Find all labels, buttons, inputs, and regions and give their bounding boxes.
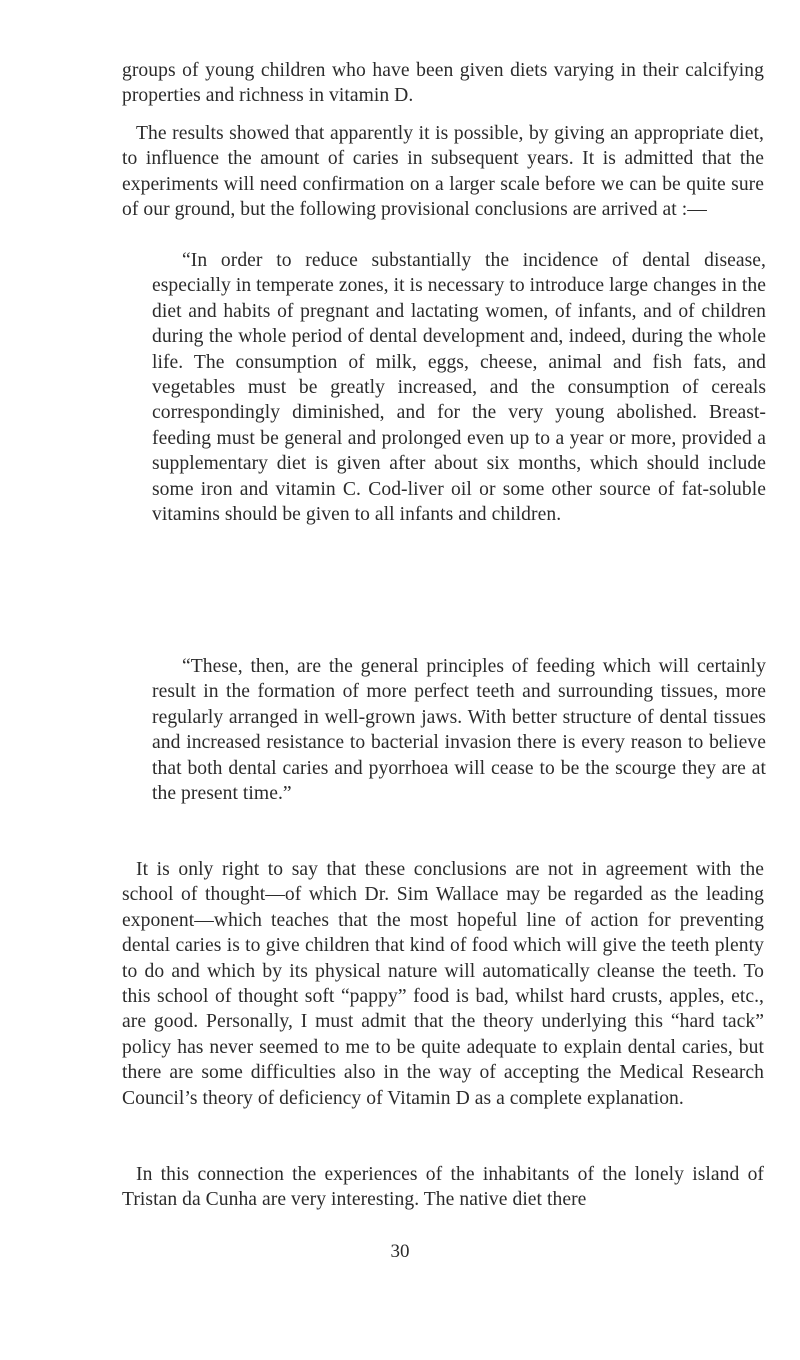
paragraph-tristan-da-cunha: In this connection the experiences of the inhabitants of the lonely island of Tristan da Cunha are very interesting. The native diet there xyxy=(122,1164,764,1211)
paragraph-continued: groups of young children who have been given diets varying in their calcifying properties and richness in vitamin D. xyxy=(122,60,764,107)
paragraph-school-of-thought: It is only right to say that these conclusions are not in agreement with the school of thought—of which Dr. Sim Wallace may be regarded as the leading exponent—which teaches that the most hopeful line of action for preventing dental caries is to give children that kind of food which will give the teeth plenty to do and which by its physical nature will automatically cleanse the teeth. To this school of thought soft “pappy” food is bad, whilst hard crusts, apples, etc., are good. Personally, I must admit that the theory underlying this “hard tack” policy has never seemed to me to be quite adequate to explain dental caries, but there are some difficulties also in the way of accepting the Medical Research Council’s theory of deficiency of Vitamin D as a complete explanation. xyxy=(122,859,764,1109)
quotation-general-principles: “These, then, are the general principles of feeding which will certainly result in the formation of more perfect teeth and surrounding tissues, more regularly arranged in well-grown jaws. With better structure of dental tissues and increased resistance to bacterial invasion there is every reason to believe that both dental caries and pyorrhoea will cease to be the scourge they are at the present time.” xyxy=(152,656,766,805)
page-number: 30 xyxy=(390,1241,410,1262)
quotation-dietary-conclusions: “In order to reduce substantially the incidence of dental disease, especially in temperate zones, it is necessary to introduce large changes in the diet and habits of pregnant and lactating women, of infants, and of children during the whole period of dental development and, indeed, during the whole life. The consumption of milk, eggs, cheese, animal and fish fats, and vegetables must be greatly increased, and the consumption of cereals correspondingly diminished, and for the very young abolished. Breast-feeding must be general and prolonged even up to a year or more, provided a supplementary diet is given after about six months, which should include some iron and vitamin C. Cod-liver oil or some other source of fat-soluble vitamins should be given to all infants and children. xyxy=(152,250,766,526)
paragraph-results: The results showed that apparently it is possible, by giving an appropriate diet, to influence the amount of caries in subsequent years. It is admitted that the experiments will need confirmation on a larger scale before we can be quite sure of our ground, but the following provisional conclusions are arrived at :— xyxy=(122,123,764,221)
